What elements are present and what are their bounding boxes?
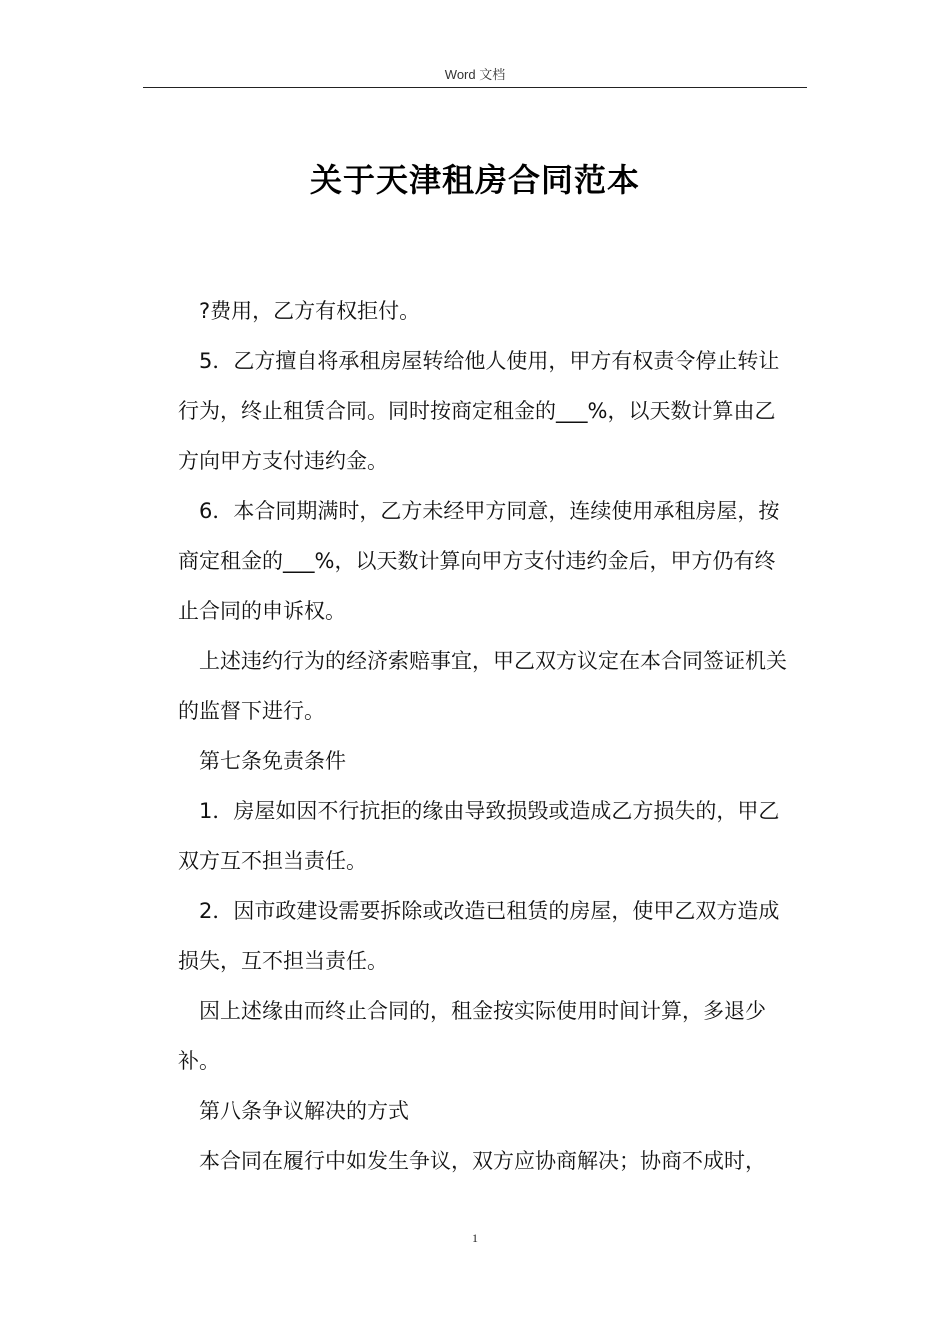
paragraph: 2．因市政建设需要拆除或改造已租赁的房屋，使甲乙双方造成损失，互不担当责任。 <box>178 899 780 973</box>
paragraph: 1．房屋如因不行抗拒的缘由导致损毁或造成乙方损失的，甲乙双方互不担当责任。 <box>178 799 780 873</box>
paragraph: 因上述缘由而终止合同的，租金按实际使用时间计算，多退少补。 <box>178 999 766 1073</box>
paragraph: 6．本合同期满时，乙方未经甲方同意，连续使用承租房屋，按商定租金的___%，以天数计算向甲方支付违约金后，甲方仍有终止合同的申诉权。 <box>178 499 780 623</box>
document-title: 关于天津租房合同范本 <box>309 161 640 199</box>
paragraph: 上述违约行为的经济索赔事宜，甲乙双方议定在本合同签证机关的监督下进行。 <box>178 649 787 723</box>
section-heading: 第八条争议解决的方式 <box>199 1099 409 1123</box>
header-divider <box>143 87 807 88</box>
page-header: Word 文档 <box>444 67 506 82</box>
paragraph: ?费用，乙方有权拒付。 <box>199 299 421 323</box>
document-body <box>178 286 792 1186</box>
section-heading: 第七条免责条件 <box>199 749 346 773</box>
paragraph: 5．乙方擅自将承租房屋转给他人使用，甲方有权责令停止转让行为，终止租赁合同。同时按商定租金的___%，以天数计算由乙方向甲方支付违约金。 <box>178 349 780 473</box>
page-number: 1 <box>472 1231 478 1245</box>
paragraph: 本合同在履行中如发生争议，双方应协商解决；协商不成时， <box>199 1149 766 1173</box>
